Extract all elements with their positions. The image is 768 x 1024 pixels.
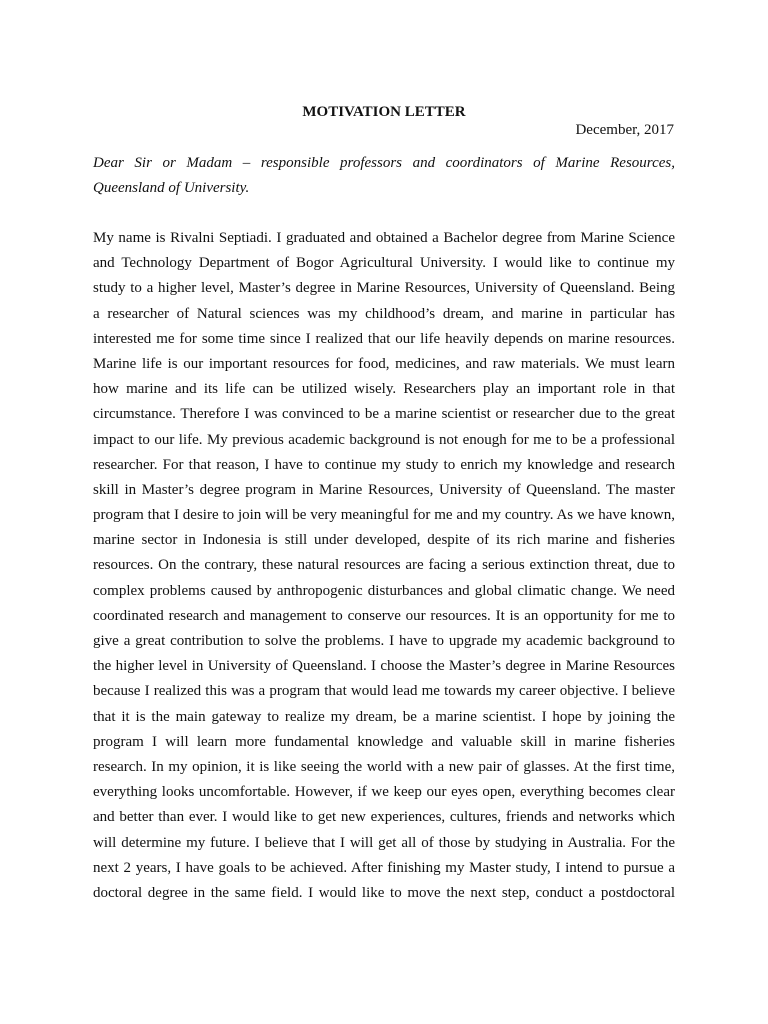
body-line: interested me for some time since I realized that our life heavily depends on marine resources. — [93, 330, 675, 347]
body-line: because I realized this was a program that would lead me towards my career objective. I believe — [93, 683, 675, 700]
body-line: Marine life is our important resources for food, medicines, and raw materials. We must learn — [93, 355, 675, 372]
letter-body — [93, 226, 675, 906]
body-line: program I will learn more fundamental knowledge and valuable skill in marine fisheries — [93, 733, 675, 750]
body-line: circumstance. Therefore I was convinced to be a marine scientist or researcher due to the great — [93, 406, 675, 423]
body-line: program that I desire to join will be very meaningful for me and my country. As we have known, — [93, 507, 675, 524]
body-line: and better than ever. I would like to get new experiences, cultures, friends and networks which — [93, 809, 675, 826]
body-line: resources. On the contrary, these natural resources are facing a serious extinction threat, due to — [93, 557, 675, 574]
body-line: everything looks uncomfortable. However, if we keep our eyes open, everything becomes clear — [93, 784, 675, 801]
body-line: researcher. For that reason, I have to continue my study to enrich my knowledge and research — [93, 456, 675, 473]
body-line: give a great contribution to solve the problems. I have to upgrade my academic background to — [93, 633, 675, 649]
body-line: a researcher of Natural sciences was my childhood’s dream, and marine in particular has — [93, 305, 675, 322]
document-title: MOTIVATION LETTER — [302, 104, 466, 120]
letter-date: December, 2017 — [575, 122, 674, 138]
body-line: complex problems caused by anthropogenic disturbances and global climatic change. We need — [93, 582, 675, 599]
body-line: coordinated research and management to conserve our resources. It is an opportunity for me to — [93, 607, 675, 624]
body-line: next 2 years, I have goals to be achieved. After finishing my Master study, I intend to pursue a — [93, 859, 675, 876]
body-line: study to a higher level, Master’s degree in Marine Resources, University of Queensland. Being — [93, 280, 675, 297]
body-line: doctoral degree in the same field. I would like to move the next step, conduct a postdoctoral — [93, 884, 675, 901]
body-line: My name is Rivalni Septiadi. I graduated and obtained a Bachelor degree from Marine Science — [93, 230, 675, 246]
body-line: skill in Master’s degree program in Marine Resources, University of Queensland. The master — [93, 481, 675, 498]
body-line: and Technology Department of Bogor Agricultural University. I would like to continue my — [93, 255, 675, 272]
body-line: how marine and its life can be utilized wisely. Researchers play an important role in that — [93, 381, 675, 398]
body-line: that it is the main gateway to realize my dream, be a marine scientist. I hope by joining the — [93, 708, 675, 725]
body-line: research. In my opinion, it is like seeing the world with a new pair of glasses. At the first time, — [93, 758, 675, 775]
body-line: the higher level in University of Queensland. I choose the Master’s degree in Marine Resources — [93, 658, 675, 675]
body-line: impact to our life. My previous academic background is not enough for me to be a professional — [93, 431, 675, 448]
body-line: will determine my future. I believe that I will get all of those by studying in Australia. For the — [93, 834, 675, 851]
salutation: Dear Sir or Madam – responsible professors and coordinators of Marine Resources, Queensland of University. — [93, 155, 675, 196]
body-line: marine sector in Indonesia is still under developed, despite of its rich marine and fisheries — [93, 532, 675, 549]
